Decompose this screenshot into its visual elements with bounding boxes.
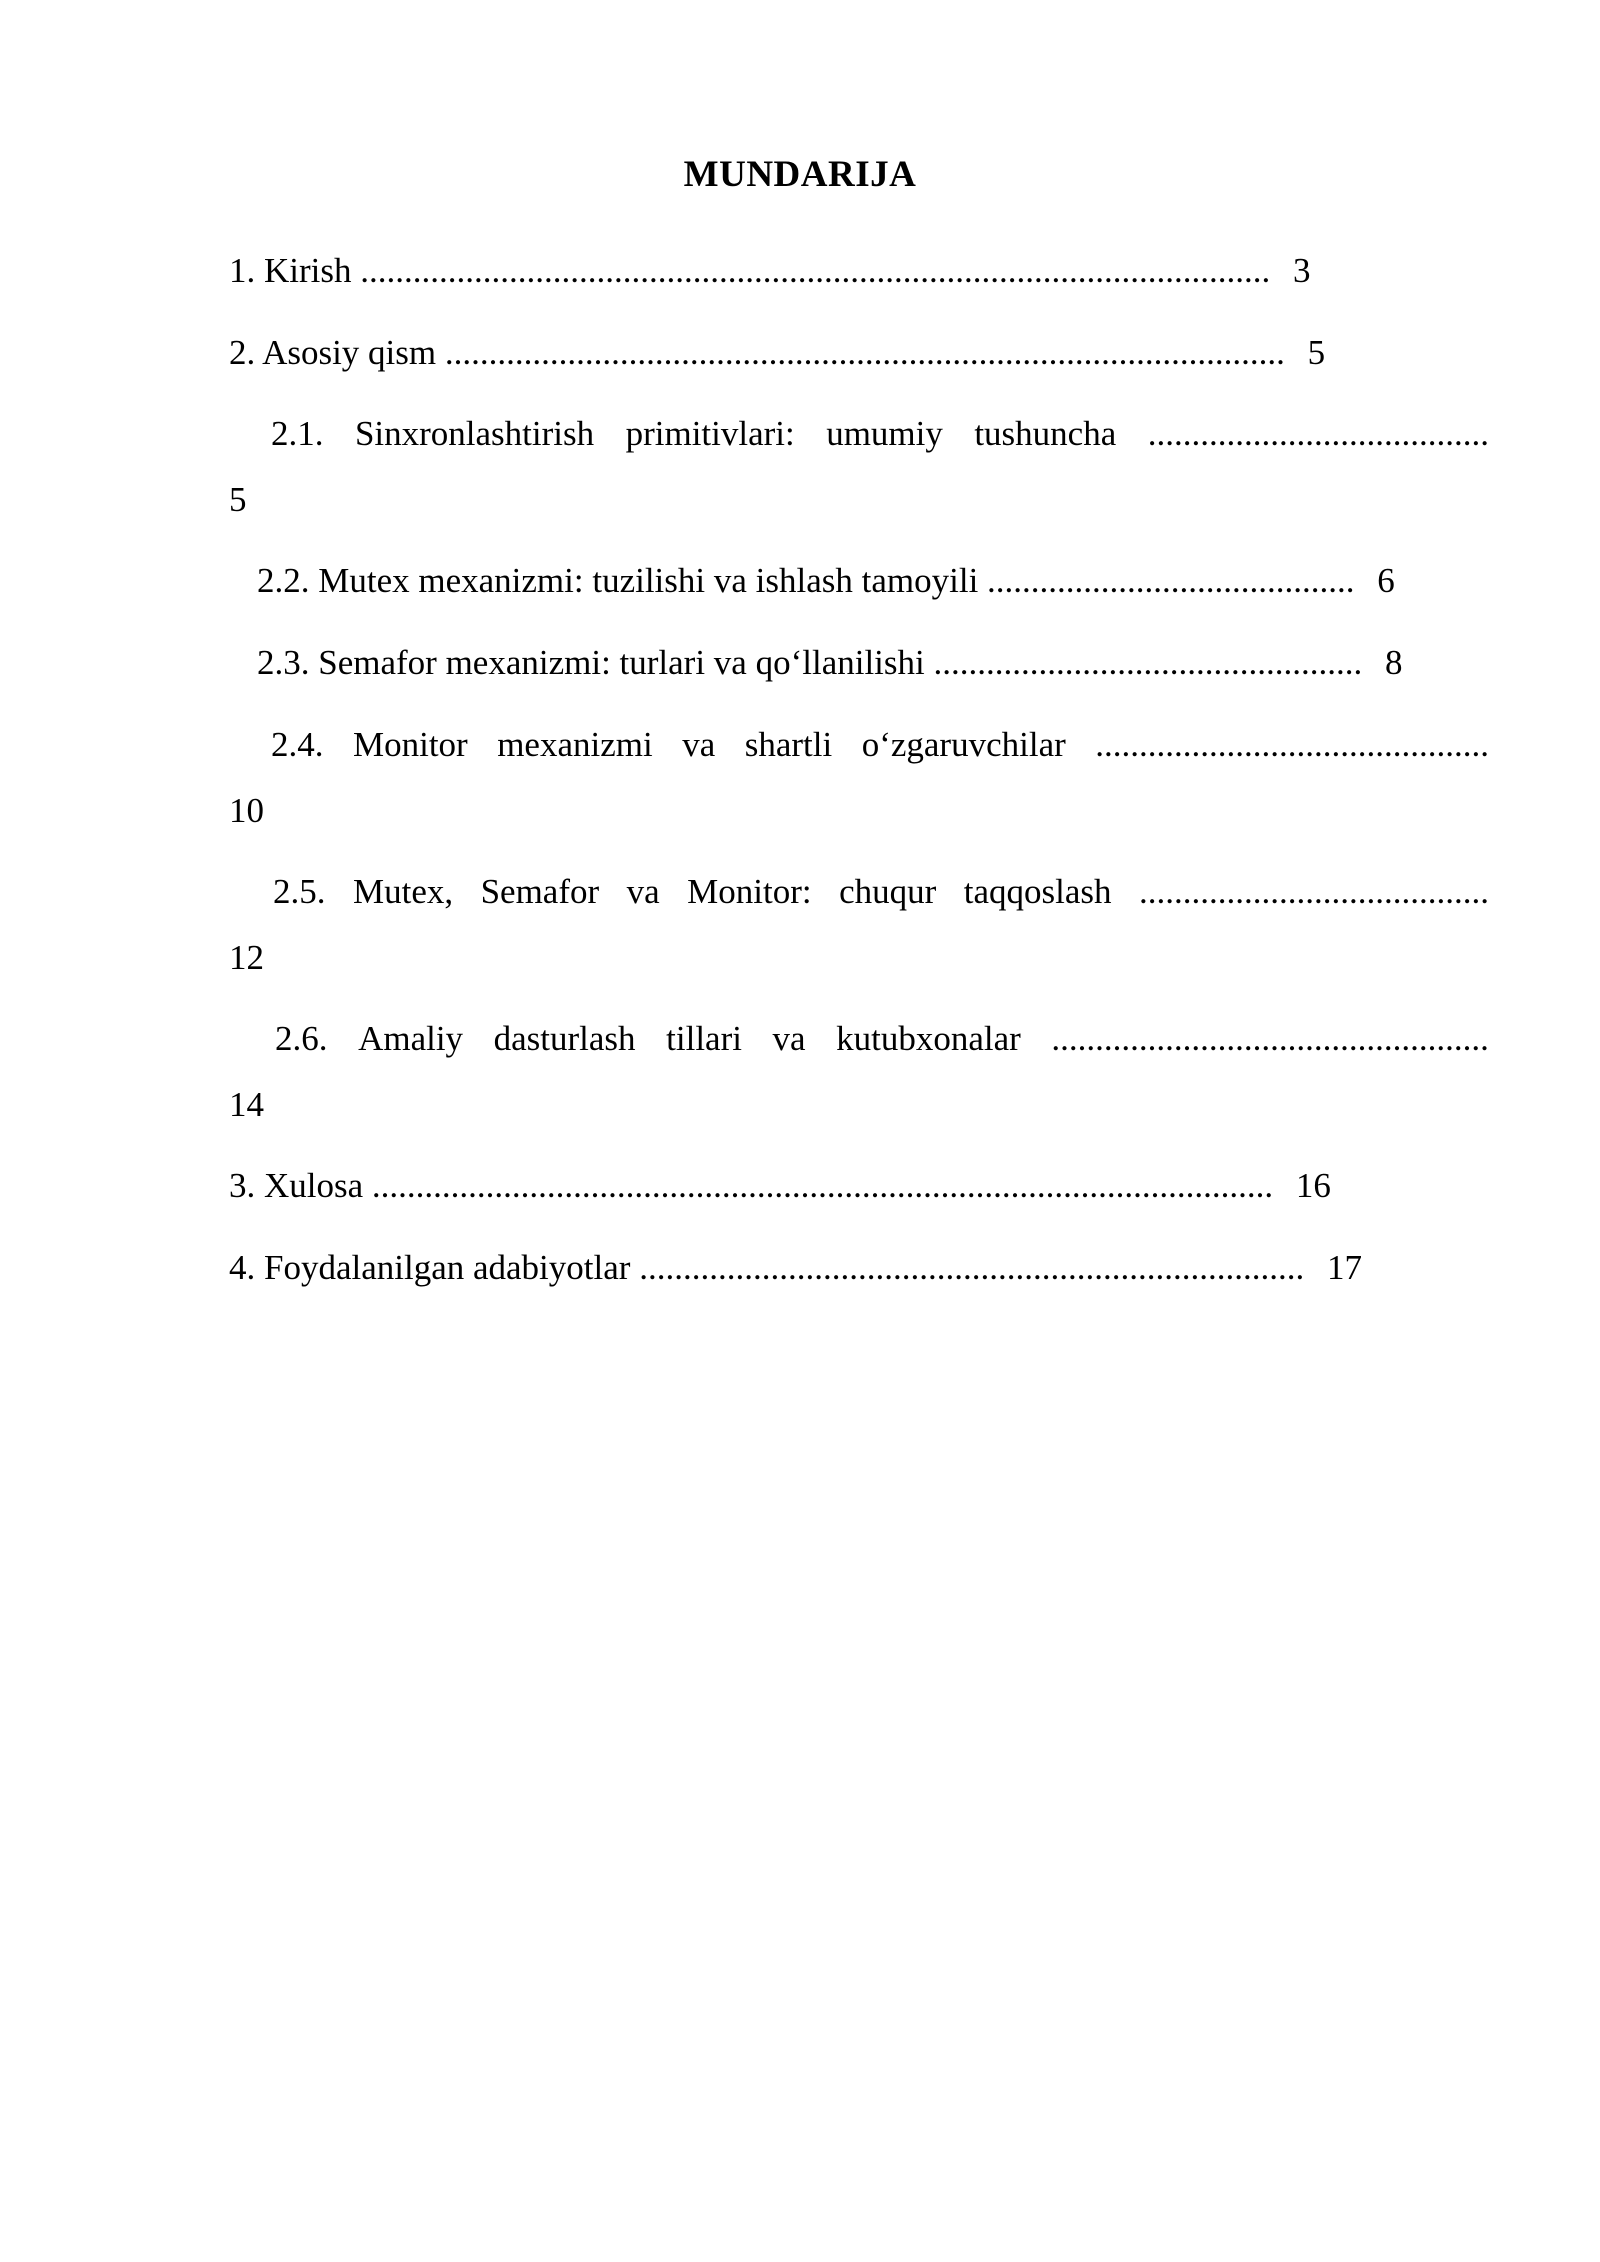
toc-word: dasturlash	[493, 1019, 636, 1058]
toc-word: Amaliy	[358, 1019, 464, 1058]
toc-word: va	[682, 725, 716, 764]
toc-entry-2-2[interactable]	[257, 558, 1395, 604]
toc-entry-2-5[interactable]	[273, 869, 1489, 915]
toc-page-number: 16	[1295, 1166, 1331, 1205]
toc-word: 2.5.	[273, 872, 326, 911]
toc-leader-dots: ........................................	[1138, 872, 1489, 911]
toc-page-number: 12	[229, 938, 264, 977]
toc-page-number: 14	[229, 1085, 264, 1124]
toc-entry-label: 2.3. Semafor mexanizmi: turlari va qo‘llanilishi	[257, 643, 925, 682]
toc-entry-label: 3. Xulosa	[229, 1166, 364, 1205]
toc-word: 2.1.	[271, 414, 324, 453]
toc-page-number: 6	[1377, 561, 1395, 600]
toc-leader-dots: .............................................	[1095, 725, 1489, 764]
toc-word: 2.4.	[271, 725, 324, 764]
toc-entry-label-line	[273, 869, 1489, 915]
page-title: MUNDARIJA	[683, 154, 917, 195]
toc-word: tushuncha	[974, 414, 1117, 453]
toc-leader-dots: .......................................................................................................	[371, 1166, 1274, 1205]
toc-word: tillari	[666, 1019, 742, 1058]
toc-word: chuqur	[839, 872, 937, 911]
toc-word: va	[626, 872, 660, 911]
toc-word: primitivlari:	[625, 414, 795, 453]
toc-entry-label: 4. Foydalanilgan adabiyotlar	[229, 1248, 631, 1287]
toc-entry-2-6[interactable]	[275, 1016, 1489, 1062]
toc-word: mexanizmi	[497, 725, 653, 764]
toc-entry-foydalanilgan-adabiyotlar[interactable]	[229, 1245, 1362, 1291]
toc-word: kutubxonalar	[836, 1019, 1021, 1058]
toc-word: Mutex,	[352, 872, 454, 911]
toc-entry-label-line	[275, 1016, 1489, 1062]
toc-leader-dots: .................................................	[933, 643, 1363, 682]
toc-entry-label-line	[271, 411, 1489, 457]
toc-entry-label: 1. Kirish	[229, 251, 352, 290]
toc-entry-kirish[interactable]	[229, 248, 1311, 294]
toc-leader-dots: .......................................	[1147, 414, 1489, 453]
toc-leader-dots: ............................................................................	[639, 1248, 1305, 1287]
toc-page-number: 5	[1307, 333, 1326, 372]
toc-entry-asosiy-qism[interactable]	[229, 330, 1325, 376]
toc-entry-label-line	[271, 722, 1489, 768]
toc-page-number: 10	[229, 791, 264, 830]
toc-word: taqqoslash	[963, 872, 1112, 911]
toc-leader-dots: ........................................................................................................	[360, 251, 1271, 290]
toc-leader-dots: ..................................................	[1051, 1019, 1489, 1058]
toc-entry-xulosa[interactable]	[229, 1163, 1331, 1209]
toc-word: Monitor:	[687, 872, 812, 911]
toc-word: va	[772, 1019, 806, 1058]
toc-page-number: 5	[229, 480, 247, 519]
toc-leader-dots: ..........................................	[987, 561, 1355, 600]
toc-leader-dots: ................................................................................................	[444, 333, 1285, 372]
toc-page-number: 8	[1385, 643, 1403, 682]
toc-word: o‘zgaruvchilar	[861, 725, 1066, 764]
toc-entry-2-1[interactable]	[271, 411, 1489, 457]
toc-word: Monitor	[352, 725, 468, 764]
toc-entry-label: 2.2. Mutex mexanizmi: tuzilishi va ishlash tamoyili	[257, 561, 979, 600]
toc-word: Semafor	[480, 872, 600, 911]
toc-word: Sinxronlashtirish	[354, 414, 595, 453]
toc-page-number: 3	[1293, 251, 1311, 290]
toc-entry-2-4[interactable]	[271, 722, 1489, 768]
toc-page-number: 17	[1326, 1248, 1362, 1287]
toc-entry-2-3[interactable]	[257, 640, 1403, 686]
toc-word: shartli	[744, 725, 833, 764]
toc-word: 2.6.	[275, 1019, 328, 1058]
toc-entry-label: 2. Asosiy qism	[229, 333, 437, 372]
toc-word: umumiy	[826, 414, 943, 453]
